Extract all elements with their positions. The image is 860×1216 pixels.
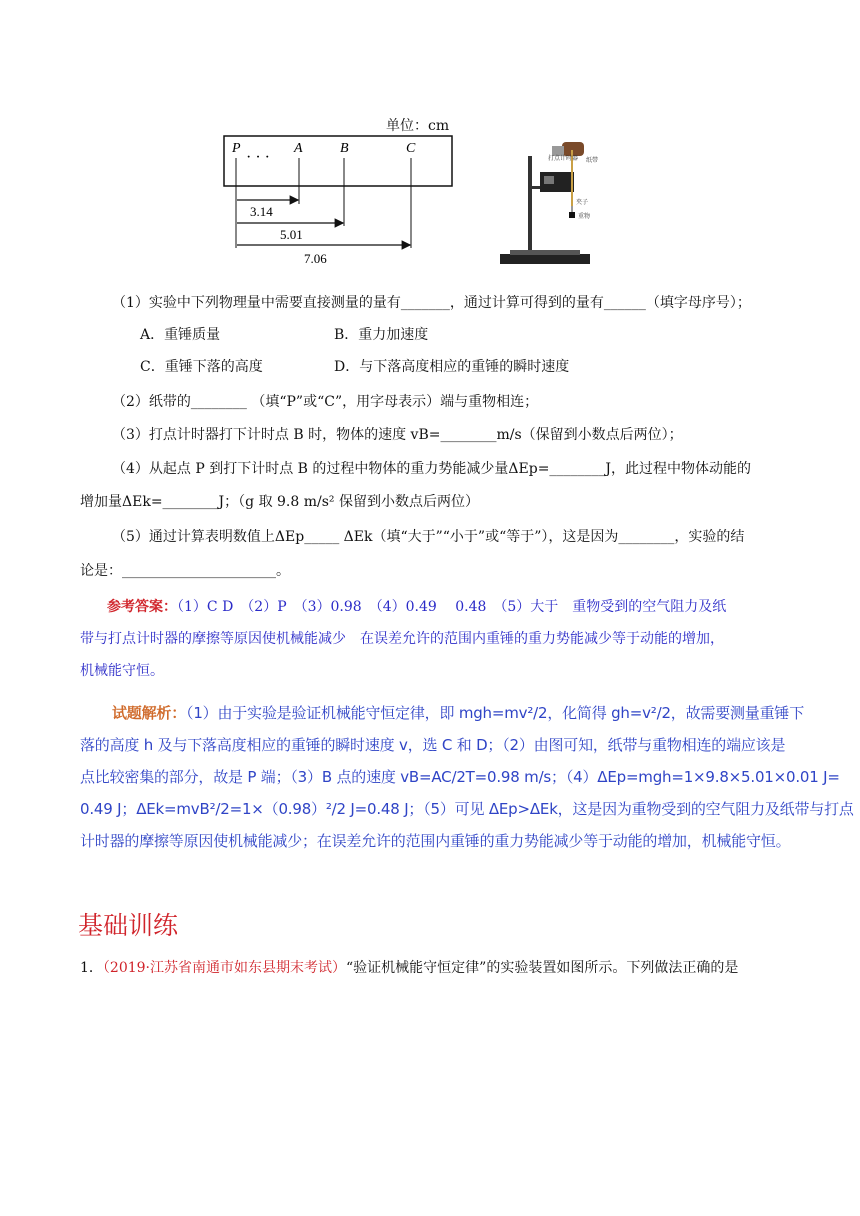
analysis-text-1: （1）由于实验是验证机械能守恒定律，即 mgh=mv²/2，化简得 gh=v²/2，故需要测量重锤下 — [186, 704, 804, 722]
exercise-source: （2019·江苏省南通市如东县期末考试） — [102, 960, 347, 976]
svg-text:打点计时器: 打点计时器 — [548, 155, 579, 162]
analysis-label: 试题解析： — [112, 704, 187, 722]
analysis-line-2: 落的高度 h 及与下落高度相应的重锤的瞬时速度 v，选 C 和 D；（2）由图可知，纸带与重物相连的端应该是 — [80, 736, 786, 754]
point-c-label: C — [406, 141, 416, 156]
question-1: （1）实验中下列物理量中需要直接测量的量有_______，通过计算可得到的量有______（填字母序号）； — [112, 295, 751, 311]
exercise-number: 1． — [80, 960, 103, 976]
question-3: （3）打点计时器打下计时点 B 时，物体的速度 vB=________m/s（保留到小数点后两位）； — [112, 427, 683, 443]
analysis-line-5: 计时器的摩擦等原因使机械能减少；在误差允许的范围内重锤的重力势能减少等于动能的增加，机械能守恒。 — [80, 832, 791, 850]
exercise-1 — [80, 958, 738, 978]
answer-text-1: （1）C D （2）P （3）0.98 （4）0.49 0.48 （5）大于 重物受到的空气阻力及纸 — [177, 599, 727, 615]
svg-text:重物: 重物 — [578, 213, 591, 220]
analysis-line-3: 点比较密集的部分，故是 P 端；（3）B 点的速度 vB=AC/2T=0.98 m/s；（4）ΔEp=mgh=1×9.8×5.01×0.01 J= — [80, 768, 840, 786]
distance-5-01: 5.01 — [280, 227, 303, 242]
distance-7-06: 7.06 — [304, 251, 327, 266]
option-d: D．与下落高度相应的重锤的瞬时速度 — [334, 359, 570, 375]
question-5-line-1: （5）通过计算表明数值上ΔEp_____ ΔEk（填“大于”“小于”或“等于”），这是因为________，实验的结 — [112, 529, 745, 545]
point-p-label: P — [232, 141, 241, 156]
apparatus-image — [490, 136, 608, 276]
distance-3-14: 3.14 — [250, 204, 273, 219]
unit-label: 单位：cm — [386, 118, 450, 134]
point-a-label: A — [294, 141, 303, 156]
section-title: 基础训练 — [78, 911, 179, 940]
question-5-line-2: 论是：______________________。 — [80, 563, 290, 579]
answer-line-3: 机械能守恒。 — [80, 663, 164, 679]
question-4-line-2: 增加量ΔEk=________J；（g 取 9.8 m/s² 保留到小数点后两位） — [80, 494, 479, 510]
dots: · · · — [246, 149, 270, 166]
exercise-text: “验证机械能守恒定律”的实验装置如图所示。下列做法正确的是 — [346, 960, 739, 976]
paper-tape-diagram — [220, 132, 460, 267]
option-b: B．重力加速度 — [334, 327, 429, 343]
question-2: （2）纸带的________ （填“P”或“C”，用字母表示）端与重物相连； — [112, 394, 539, 410]
analysis-line-1 — [112, 698, 804, 729]
option-a: A．重锤质量 — [140, 327, 221, 343]
answer-line-1 — [107, 597, 726, 617]
point-b-label: B — [340, 141, 349, 156]
question-4-line-1: （4）从起点 P 到打下计时点 B 的过程中物体的重力势能减少量ΔEp=________J，此过程中物体动能的 — [112, 461, 752, 477]
svg-text:夹子: 夹子 — [576, 199, 589, 206]
answer-line-2: 带与打点计时器的摩擦等原因使机械能减少 在误差允许的范围内重锤的重力势能减少等于动能的增加， — [80, 631, 724, 647]
analysis-line-4: 0.49 J；ΔEk=mvB²/2=1×（0.98）²/2 J=0.48 J；（5）可见 ΔEp>ΔEk，这是因为重物受到的空气阻力及纸带与打点 — [80, 800, 854, 818]
answer-label: 参考答案： — [107, 599, 177, 615]
option-c: C．重锤下落的高度 — [140, 359, 263, 375]
svg-text:纸带: 纸带 — [586, 157, 599, 164]
